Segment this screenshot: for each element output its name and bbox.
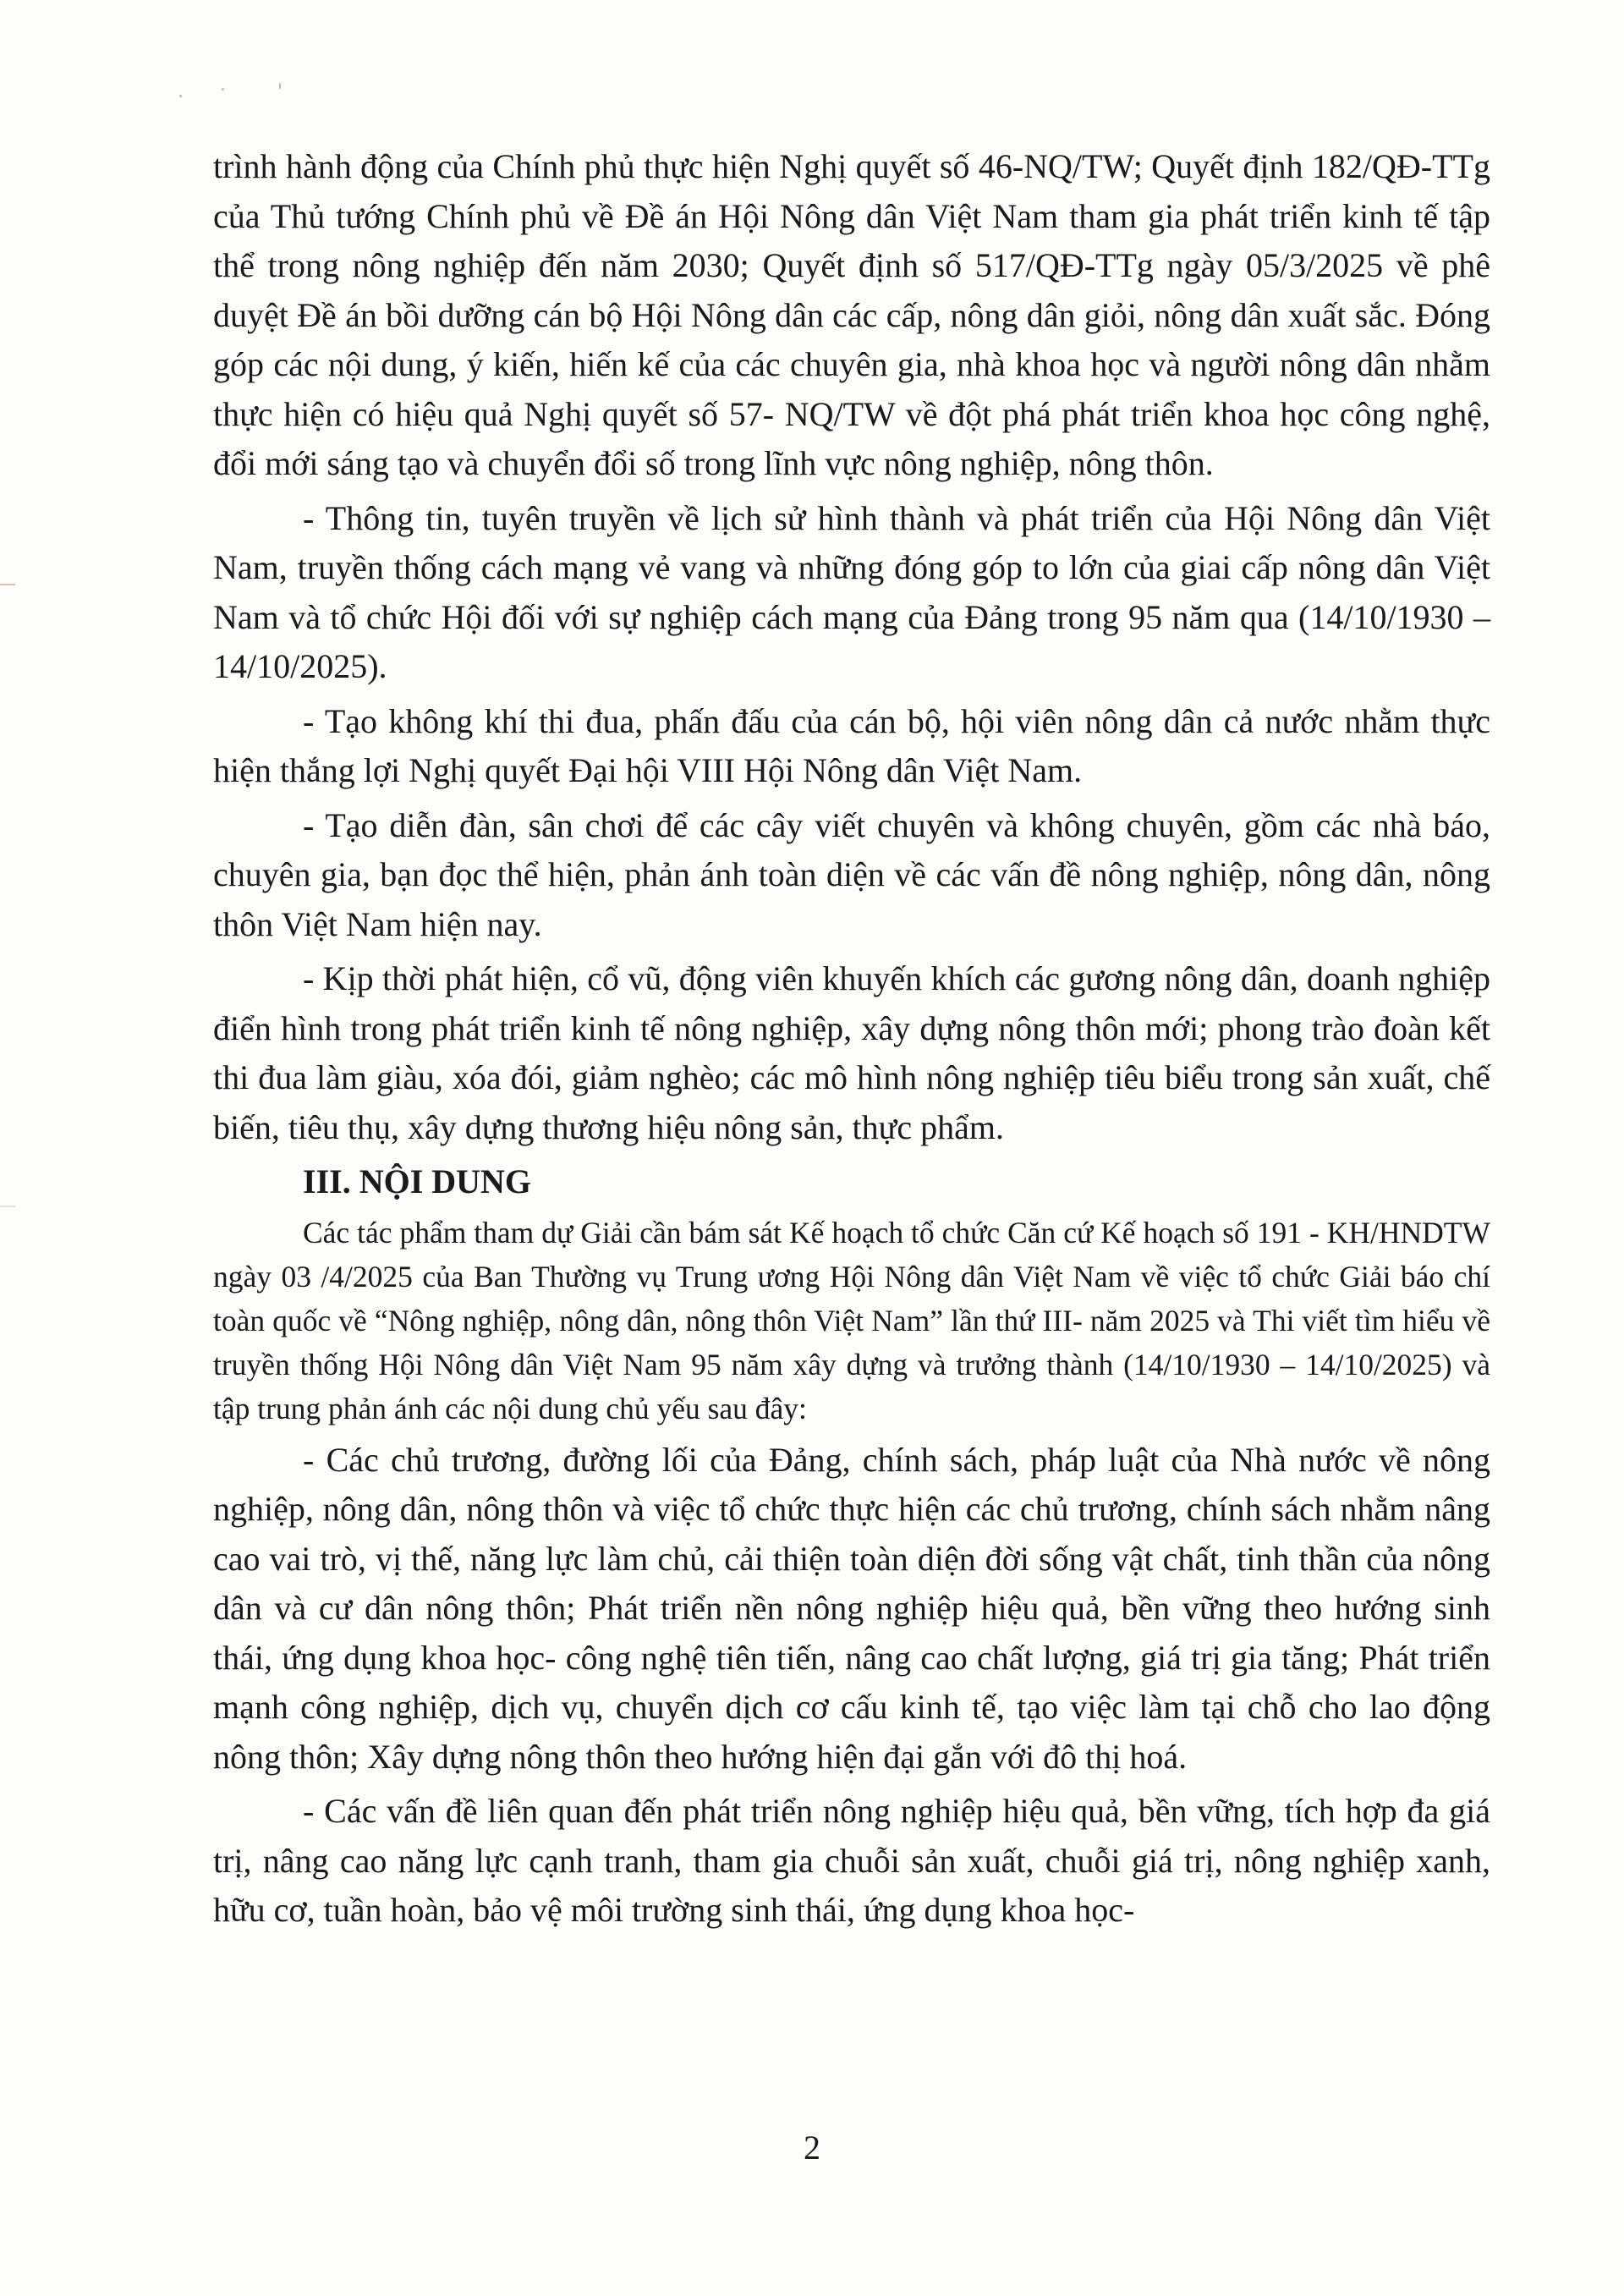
- section-heading: III. NỘI DUNG: [303, 1162, 532, 1200]
- paragraph-continuation: trình hành động của Chính phủ thực hiện Nghị quyết số 46-NQ/TW; Quyết định 182/QĐ-TTg của Thủ tướng Chính phủ về Đề án Hội Nông dân Việt Nam tham gia phát triển kinh tế tập thể trong nông nghiệp đến năm 2030; Quyết định số 517/QĐ-TTg ngày 05/3/2025 về phê duyệt Đề án bồi dưỡng cán bộ Hội Nông dân các cấp, nông dân giỏi, nông dân xuất sắc. Đóng góp các nội dung, ý kiến, hiến kế của các chuyên gia, nhà khoa học và người nông dân nhằm thực hiện có hiệu quả Nghị quyết số 57- NQ/TW về đột phá phát triển khoa học công nghệ, đổi mới sáng tạo và chuyển đổi số trong lĩnh vực nông nghiệp, nông thôn.: [213, 147, 1490, 482]
- scan-speck: [222, 88, 224, 91]
- paragraph-history-propaganda: - Thông tin, tuyên truyền về lịch sử hình thành và phát triển của Hội Nông dân Việt Nam, truyền thống cách mạng vẻ vang và những đóng góp to lớn của giai cấp nông dân Việt Nam và tổ chức Hội đối với sự nghiệp cách mạng của Đảng trong 95 năm qua (14/10/1930 – 14/10/2025).: [213, 498, 1490, 685]
- paragraph-agriculture-development: - Các vấn đề liên quan đến phát triển nông nghiệp hiệu quả, bền vững, tích hợp đa giá trị, nâng cao năng lực cạnh tranh, tham gia chuỗi sản xuất, chuỗi giá trị, nông nghiệp xanh, hữu cơ, tuần hoàn, bảo vệ môi trường sinh thái, ứng dụng khoa học-: [213, 1792, 1490, 1929]
- document-body: [213, 142, 1490, 1941]
- paragraph-policies: - Các chủ trương, đường lối của Đảng, chính sách, pháp luật của Nhà nước về nông nghiệp, nông dân, nông thôn và việc tổ chức thực hiện các chủ trương, chính sách nhằm nâng cao vai trò, vị thế, năng lực làm chủ, cải thiện toàn diện đời sống vật chất, tinh thần của nông dân và cư dân nông thôn; Phát triển nền nông nghiệp hiệu quả, bền vững theo hướng sinh thái, ứng dụng khoa học- công nghệ tiên tiến, nâng cao chất lượng, giá trị gia tăng; Phát triển mạnh công nghiệp, dịch vụ, chuyển dịch cơ cấu kinh tế, tạo việc làm tại chỗ cho lao động nông thôn; Xây dựng nông thôn theo hướng hiện đại gắn với đô thị hoá.: [213, 1440, 1490, 1776]
- scan-edge-mark: [0, 584, 15, 585]
- scan-speck: [179, 95, 182, 97]
- section-intro-paragraph: Các tác phẩm tham dự Giải cần bám sát Kế hoạch tổ chức Căn cứ Kế hoạch số 191 - KH/HNDTW ngày 03 /4/2025 của Ban Thường vụ Trung ương Hội Nông dân Việt Nam về việc tổ chức Giải báo chí toàn quốc về “Nông nghiệp, nông dân, nông thôn Việt Nam” lần thứ III- năm 2025 và Thi viết tìm hiểu về truyền thống Hội Nông dân Việt Nam 95 năm xây dựng và trưởng thành (14/10/1930 – 14/10/2025) và tập trung phản ánh các nội dung chủ yếu sau đây:: [213, 1215, 1490, 1425]
- paragraph-emulation: - Tạo không khí thi đua, phấn đấu của cán bộ, hội viên nông dân cả nước nhằm thực hiện thắng lợi Nghị quyết Đại hội VIII Hội Nông dân Việt Nam.: [213, 701, 1490, 789]
- scan-speck: [279, 83, 281, 89]
- paragraph-encourage-models: - Kịp thời phát hiện, cổ vũ, động viên khuyến khích các gương nông dân, doanh nghiệp điển hình trong phát triển kinh tế nông nghiệp, xây dựng nông thôn mới; phong trào đoàn kết thi đua làm giàu, xóa đói, giảm nghèo; các mô hình nông nghiệp tiêu biểu trong sản xuất, chế biến, tiêu thụ, xây dựng thương hiệu nông sản, thực phẩm.: [213, 959, 1490, 1146]
- scan-edge-mark: [0, 1206, 15, 1207]
- paragraph-forum: - Tạo diễn đàn, sân chơi để các cây viết chuyên và không chuyên, gồm các nhà báo, chuyên gia, bạn đọc thể hiện, phản ánh toàn diện về các vấn đề nông nghiệp, nông dân, nông thôn Việt Nam hiện nay.: [213, 805, 1490, 943]
- page-number: 2: [804, 2128, 820, 2167]
